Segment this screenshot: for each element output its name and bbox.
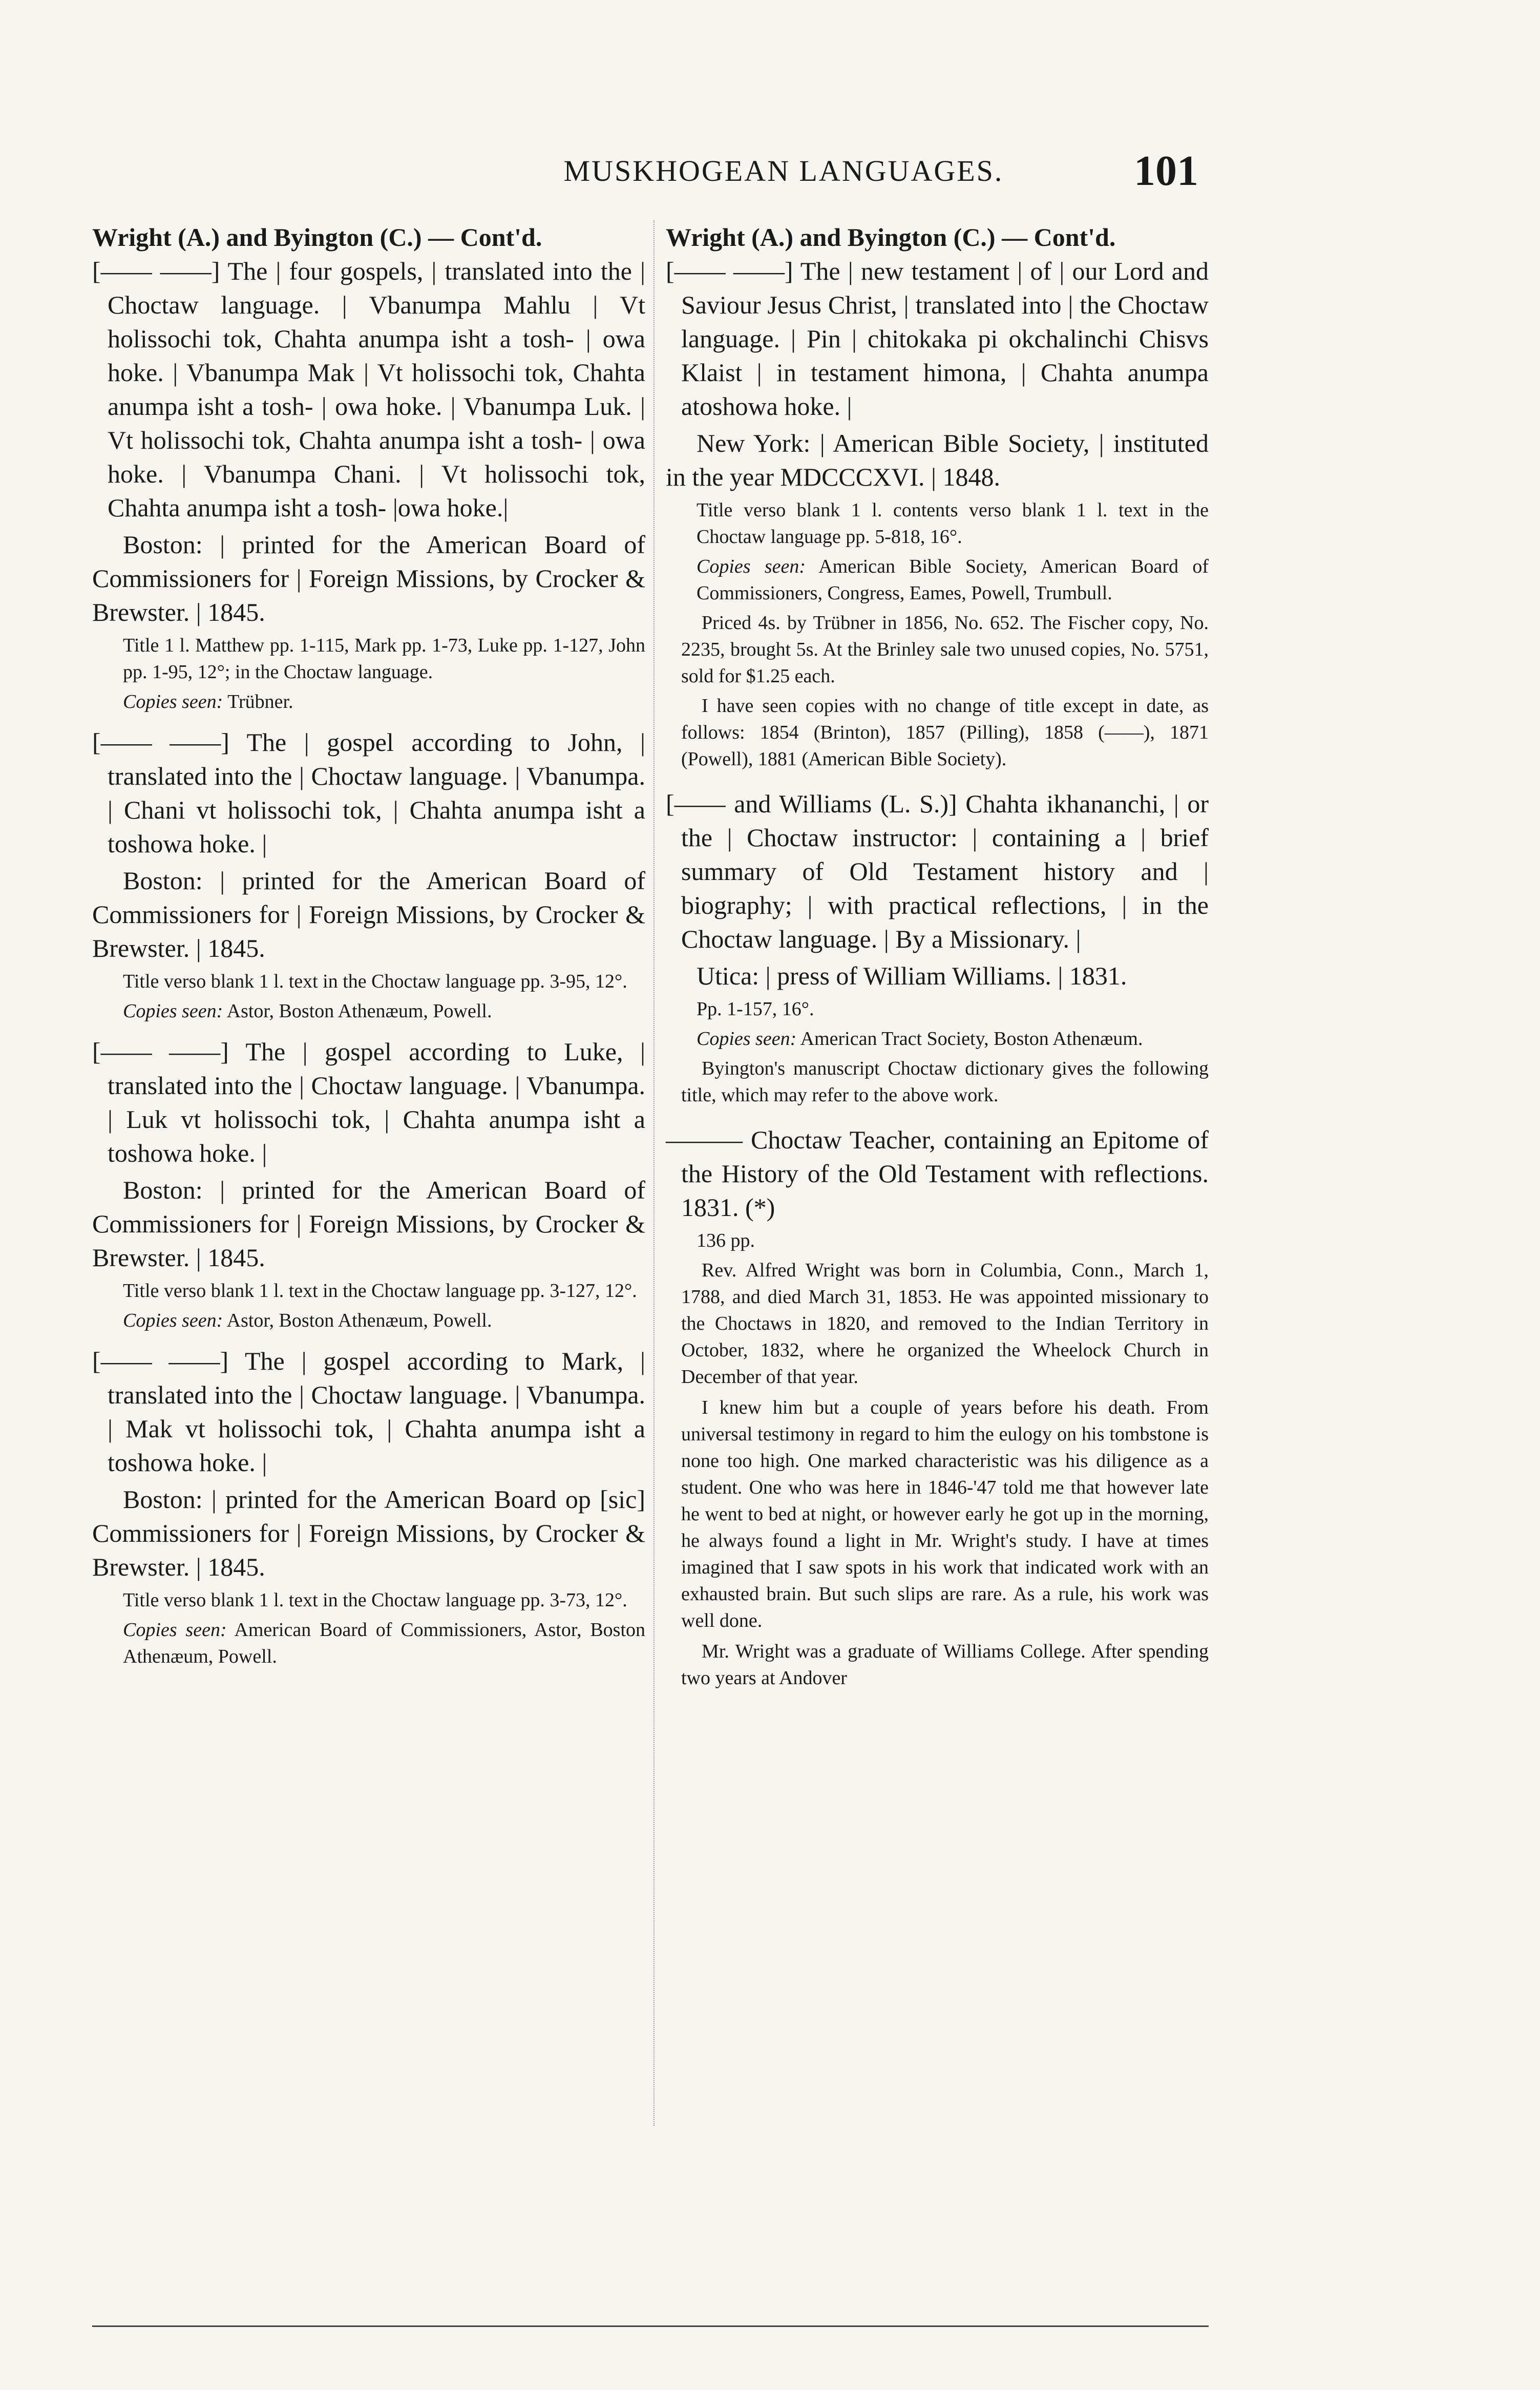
copies-seen [666, 1025, 1209, 1052]
edition-note: I have seen copies with no change of title except in date, as follows: 1854 (Brinton), 1857 (Pilling), 1858 (——), 1871 (Powell), 1881 (American Bible Society). [681, 695, 1209, 770]
bibliography-entry [666, 1123, 1209, 1254]
copies-seen-label: Copies seen: [123, 1000, 223, 1022]
entry-imprint: Boston: | printed for the American Board of Commissioners for | Foreign Missions, by Crocker & Brewster. | 1845. [92, 530, 645, 626]
bottom-rule [92, 2325, 1209, 2327]
copies-seen-value: Astor, Boston Athenæum, Powell. [226, 1310, 492, 1331]
copies-seen-label: Copies seen: [123, 691, 223, 712]
entry-imprint: Utica: | press of William Williams. | 1831. [697, 961, 1127, 990]
bibliography-entry [666, 787, 1209, 1108]
entry-collation: Title verso blank 1 l. text in the Choctaw language pp. 3-73, 12°. [123, 1589, 627, 1611]
entry-collation: Title 1 l. Matthew pp. 1-115, Mark pp. 1-73, Luke pp. 1-127, John pp. 1-95, 12°; in the Choctaw language. [123, 635, 645, 683]
copies-seen [92, 1307, 645, 1334]
entry-title: [—— ——] The | gospel according to Luke, | translated into the | Choctaw language. | Vbanumpa. | Luk vt holissochi tok, | Chahta anumpa isht a toshowa hoke. | [92, 1037, 645, 1167]
copies-seen-value: Astor, Boston Athenæum, Powell. [226, 1000, 492, 1022]
copies-seen [92, 998, 645, 1024]
page-number: 101 [1134, 147, 1198, 195]
price-note: Priced 4s. by Trübner in 1856, No. 652. The Fischer copy, No. 2235, brought 5s. At the Brinley sale two unused copies, No. 5751, sold for $1.25 each. [681, 612, 1209, 687]
entry-title: [—— and Williams (L. S.)] Chahta ikhananchi, | or the | Choctaw instructor: | containing a | brief summary of Old Testament history and | biography; | with practical reflections, | in the Choctaw language. | By a Missionary. | [666, 789, 1209, 953]
entry-collation: Title verso blank 1 l. text in the Choctaw language pp. 3-127, 12°. [123, 1280, 637, 1302]
right-column [666, 220, 1209, 1695]
bio-paragraph: Mr. Wright was a graduate of Williams College. After spending two years at Andover [681, 1641, 1209, 1689]
byington-note: Byington's manuscript Choctaw dictionary gives the following title, which may refer to the above work. [681, 1058, 1209, 1106]
bibliography-entry [92, 254, 645, 715]
bio-paragraph: I knew him but a couple of years before his death. From universal testimony in regard to him the eulogy on his tombstone is none too high. One marked characteristic was his diligence as a student. One who was here in 1846-'47 told me that however late he went to bed at night, or however early he got up in the morning, he always found a light in Mr. Wright's study. I have at times imagined that I saw spots in his work that indicated work with an exhausted brain. But such slips are rare. As a rule, his work was well done. [681, 1397, 1209, 1631]
copies-seen-value: American Tract Society, Boston Athenæum. [800, 1028, 1143, 1050]
right-column-heading: Wright (A.) and Byington (C.) — Cont'd. [666, 223, 1116, 251]
entry-imprint: Boston: | printed for the American Board op [sic] Commissioners for | Foreign Missions, by Crocker & Brewster. | 1845. [92, 1485, 645, 1581]
running-title: MUSKHOGEAN LANGUAGES. [563, 154, 1004, 187]
copies-seen-label: Copies seen: [697, 556, 806, 577]
bio-paragraph: Rev. Alfred Wright was born in Columbia, Conn., March 1, 1788, and died March 31, 1853. He was appointed missionary to the Choctaws in 1820, and removed to the Indian Territory in October, 1832, where he organized the Wheelock Church in December of that year. [681, 1260, 1209, 1388]
copies-seen-label: Copies seen: [123, 1619, 227, 1641]
bibliography-entry [92, 1035, 645, 1334]
entry-collation: Pp. 1-157, 16°. [697, 998, 814, 1020]
entry-imprint: New York: | American Bible Society, | instituted in the year MDCCCXVI. | 1848. [666, 429, 1209, 491]
entry-collation: 136 pp. [697, 1230, 755, 1251]
copies-seen-value: Trübner. [227, 691, 293, 712]
left-column-heading: Wright (A.) and Byington (C.) — Cont'd. [92, 223, 542, 251]
biography [666, 1257, 1209, 1691]
bibliography-entry [666, 254, 1209, 772]
bibliography-entry [92, 725, 645, 1024]
entry-title: [—— ——] The | new testament | of | our Lord and Saviour Jesus Christ, | translated into | the Choctaw language. | Pin | chitokaka pi okchalinchi Chisvs Klaist | in testament himona, | Chahta anumpa atoshowa hoke. | [666, 257, 1209, 421]
entry-collation: Title verso blank 1 l. text in the Choctaw language pp. 3-95, 12°. [123, 971, 627, 992]
copies-seen [92, 1617, 645, 1670]
copies-seen-value: American Board of Commissioners, Astor, Boston Athenæum, Powell. [123, 1619, 646, 1667]
bibliography-entry [92, 1344, 645, 1670]
left-column [92, 220, 645, 1680]
entry-title: [—— ——] The | gospel according to Mark, | translated into the | Choctaw language. | Vbanumpa. | Mak vt holissochi tok, | Chahta anumpa isht a toshowa hoke. | [92, 1347, 645, 1477]
entry-title: ——— Choctaw Teacher, containing an Epitome of the History of the Old Testament with reflections. 1831. (*) [666, 1125, 1209, 1222]
entry-imprint: Boston: | printed for the American Board of Commissioners for | Foreign Missions, by Crocker & Brewster. | 1845. [92, 1176, 645, 1272]
column-divider [653, 220, 655, 2126]
copies-seen-value: American Bible Society, American Board of Commissioners, Congress, Eames, Powell, Trumbull. [697, 556, 1209, 604]
copies-seen [666, 553, 1209, 606]
entry-imprint: Boston: | printed for the American Board of Commissioners for | Foreign Missions, by Crocker & Brewster. | 1845. [92, 866, 645, 962]
entry-title: [—— ——] The | gospel according to John, | translated into the | Choctaw language. | Vbanumpa. | Chani vt holissochi tok, | Chahta anumpa isht a toshowa hoke. | [92, 728, 645, 858]
entry-title: [—— ——] The | four gospels, | translated into the | Choctaw language. | Vbanumpa Mahlu | Vt holissochi tok, Chahta anumpa isht a tosh- | owa hoke. | Vbanumpa Mak | Vt holissochi tok, Chahta anumpa isht a tosh- | owa hoke. | Vbanumpa Luk. | Vt holissochi tok, Chahta anumpa isht a tosh- | owa hoke. | Vbanumpa Chani. | Vt holissochi tok, Chahta anumpa isht a tosh- |owa hoke.| [92, 257, 645, 522]
copies-seen-label: Copies seen: [123, 1310, 223, 1331]
entry-collation: Title verso blank 1 l. contents verso blank 1 l. text in the Choctaw language pp. 5-818, 16°. [697, 499, 1209, 548]
copies-seen [92, 688, 645, 715]
copies-seen-label: Copies seen: [697, 1028, 797, 1050]
